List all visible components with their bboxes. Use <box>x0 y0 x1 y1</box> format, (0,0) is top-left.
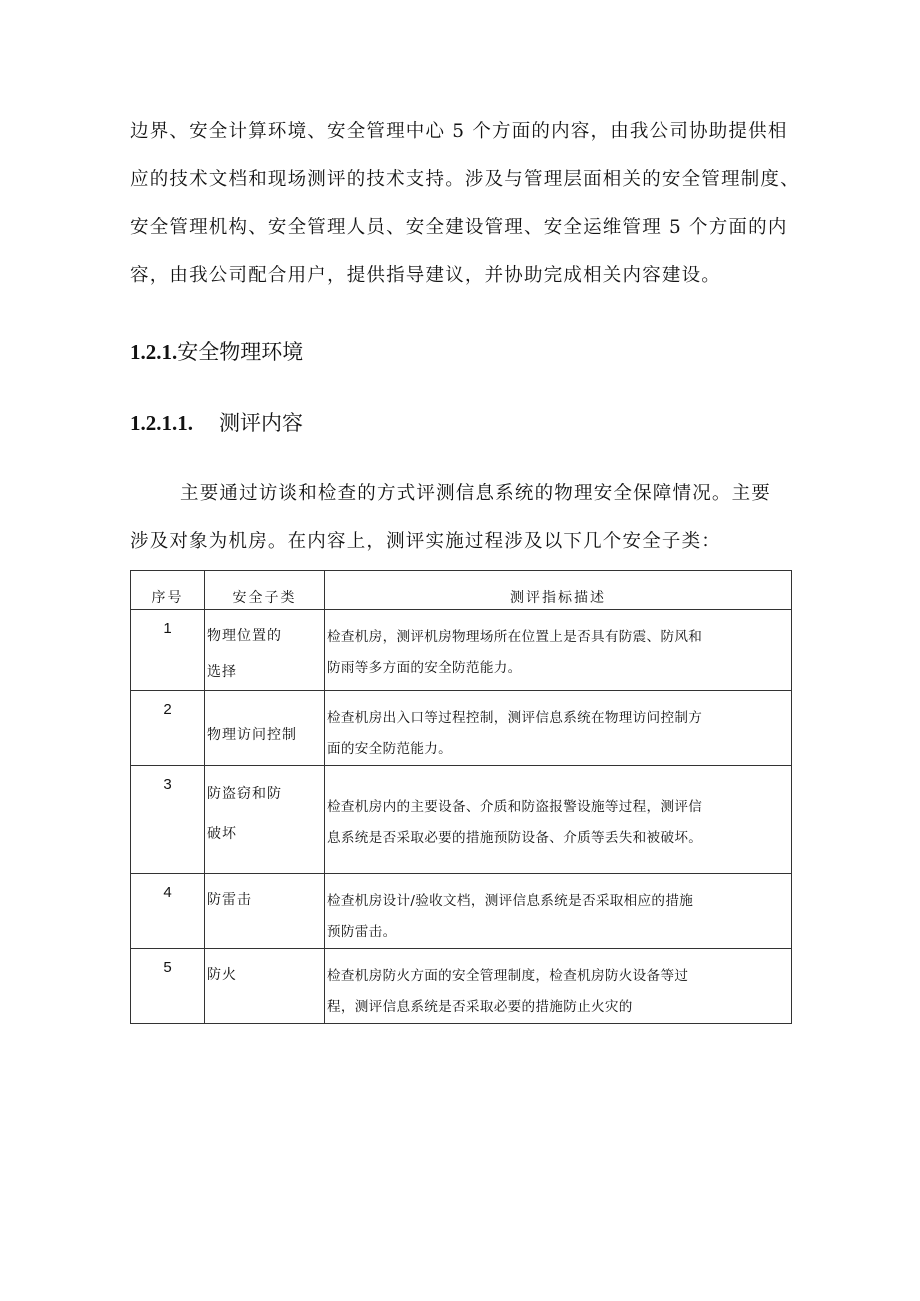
row-category-line: 防雷击 <box>207 892 252 908</box>
row-category <box>205 766 325 874</box>
row-number: 3 <box>131 766 205 874</box>
body-paragraph-line: 主要通过访谈和检查的方式评测信息系统的物理安全保障情况。主要 <box>180 483 772 504</box>
table-row <box>131 691 792 766</box>
body-paragraph-line: 涉及对象为机房。在内容上，测评实施过程涉及以下几个安全子类： <box>130 531 722 552</box>
table-row <box>131 610 792 691</box>
row-description-line: 程，测评信息系统是否采取必要的措施防止火灾的 <box>327 999 633 1015</box>
row-description-line: 面的安全防范能力。 <box>327 741 453 757</box>
section-heading <box>130 338 303 366</box>
row-category <box>205 874 325 949</box>
row-description <box>325 610 792 691</box>
row-description-line: 检查机房防火方面的安全管理制度，检查机房防火设备等过 <box>327 968 689 984</box>
row-number: 1 <box>131 610 205 691</box>
intro-paragraph-line: 安全管理机构、安全管理人员、安全建设管理、安全运维管理 5 个方面的内 <box>130 217 788 238</box>
row-description-line: 息系统是否采取必要的措施预防设备、介质等丢失和被破坏。 <box>327 830 703 846</box>
row-description <box>325 766 792 874</box>
row-category-line: 选择 <box>207 664 237 680</box>
section-heading-title: 安全物理环境 <box>177 340 304 364</box>
row-description-line: 防雨等多方面的安全防范能力。 <box>327 660 522 676</box>
row-category <box>205 949 325 1024</box>
table-header-row <box>131 571 792 610</box>
row-category-line: 物理访问控制 <box>207 727 297 743</box>
row-category-line: 防火 <box>207 967 237 983</box>
row-category-line: 物理位置的 <box>207 628 282 644</box>
table-row <box>131 874 792 949</box>
row-description <box>325 691 792 766</box>
evaluation-table <box>130 570 792 1024</box>
row-description-line: 检查机房出入口等过程控制，测评信息系统在物理访问控制方 <box>327 710 703 726</box>
row-description-line: 检查机房，测评机房物理场所在位置上是否具有防震、防风和 <box>327 629 703 645</box>
row-description <box>325 874 792 949</box>
row-number: 2 <box>131 691 205 766</box>
row-number: 5 <box>131 949 205 1024</box>
table-row <box>131 949 792 1024</box>
row-description <box>325 949 792 1024</box>
row-description-line: 检查机房设计/验收文档，测评信息系统是否采取相应的措施 <box>327 893 694 909</box>
table-header-no: 序号 <box>131 571 205 610</box>
intro-paragraph-line: 边界、安全计算环境、安全管理中心 5 个方面的内容，由我公司协助提供相 <box>130 121 788 142</box>
subsection-heading-title: 测评内容 <box>219 411 303 435</box>
subsection-heading <box>130 409 303 437</box>
row-category <box>205 691 325 766</box>
row-category-line: 防盗窃和防 <box>207 786 282 802</box>
row-category <box>205 610 325 691</box>
row-description-line: 预防雷击。 <box>327 924 397 940</box>
table-row <box>131 766 792 874</box>
table-header-category: 安全子类 <box>205 571 325 610</box>
subsection-heading-number: 1.2.1.1. <box>130 411 193 435</box>
row-category-line: 破坏 <box>207 826 237 842</box>
table-header-description: 测评指标描述 <box>325 571 792 610</box>
row-number: 4 <box>131 874 205 949</box>
intro-paragraph-line: 应的技术文档和现场测评的技术支持。涉及与管理层面相关的安全管理制度、 <box>130 169 800 190</box>
row-description-line: 检查机房内的主要设备、介质和防盗报警设施等过程，测评信 <box>327 799 703 815</box>
section-heading-number: 1.2.1. <box>130 340 178 364</box>
intro-paragraph-line: 容，由我公司配合用户，提供指导建议，并协助完成相关内容建设。 <box>130 265 722 286</box>
